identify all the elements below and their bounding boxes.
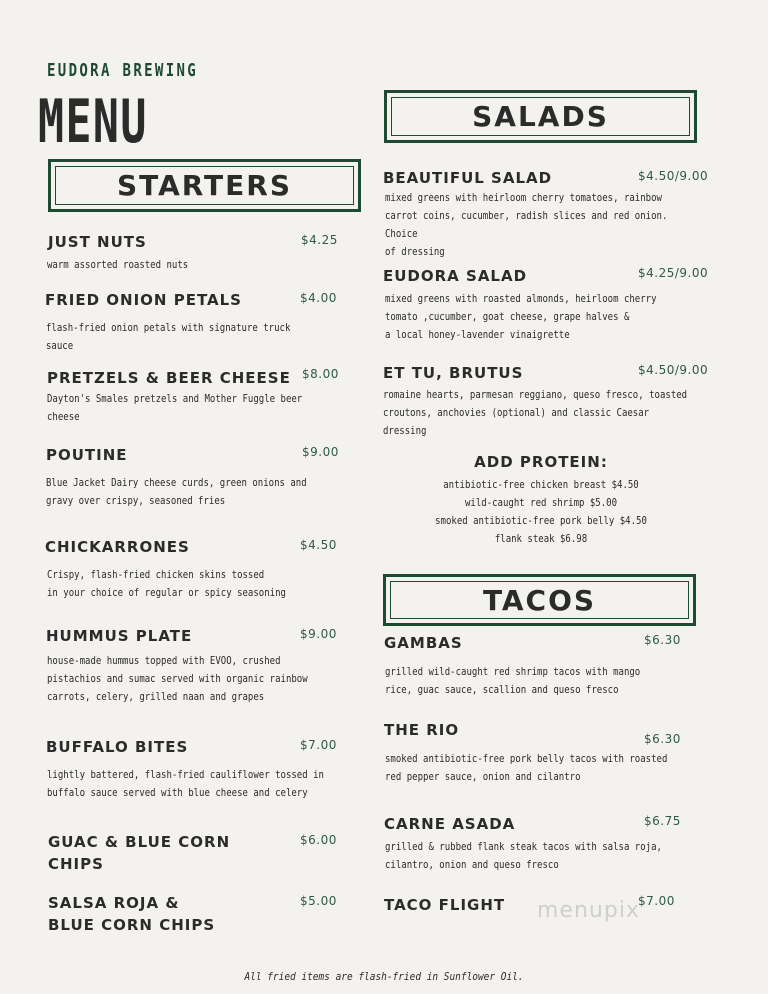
- item-name: THE RIO: [384, 721, 460, 739]
- item-name: EUDORA SALAD: [383, 267, 528, 285]
- starters-header: [48, 159, 361, 212]
- item-name: POUTINE: [46, 446, 128, 464]
- salads-title: SALADS: [391, 97, 690, 136]
- item-description: mixed greens with heirloom cherry tomatoes, rainbow carrot coins, cucumber, radish slices and red onion. Choice of dressing: [385, 191, 668, 258]
- protein-option: smoked antibiotic-free pork belly $4.50: [435, 514, 647, 527]
- item-price: $4.50: [300, 538, 337, 552]
- item-price: $8.00: [302, 367, 339, 381]
- item-name: PRETZELS & BEER CHEESE: [47, 369, 291, 387]
- item-name: JUST NUTS: [48, 233, 147, 251]
- item-name: ET TU, BRUTUS: [383, 364, 524, 382]
- item-description: warm assorted roasted nuts: [47, 258, 189, 271]
- item-description: romaine hearts, parmesan reggiano, queso fresco, toasted croutons, anchovies (optional) and classic Caesar dressing: [383, 388, 688, 437]
- footnote: All fried items are flash-fried in Sunflower Oil.: [244, 970, 524, 983]
- menu-title: MENU: [38, 87, 148, 157]
- item-price: $6.00: [300, 833, 337, 847]
- protein-option: wild-caught red shrimp $5.00: [464, 496, 618, 509]
- item-price: $4.25/9.00: [638, 266, 709, 280]
- item-name: BEAUTIFUL SALAD: [383, 169, 553, 187]
- item-name: FRIED ONION PETALS: [45, 291, 242, 309]
- item-description: Crispy, flash-fried chicken skins tossed in your choice of regular or spicy seasoning: [47, 568, 286, 599]
- item-price: $9.00: [300, 627, 337, 641]
- item-name: CARNE ASADA: [384, 815, 516, 833]
- brand-name: EUDORA BREWING: [47, 60, 199, 81]
- item-name: GUAC & BLUE CORN: [48, 833, 231, 851]
- item-name: TACO FLIGHT: [384, 896, 506, 914]
- item-name: BUFFALO BITES: [46, 738, 189, 756]
- starters-title: STARTERS: [55, 166, 354, 205]
- item-name: HUMMUS PLATE: [46, 627, 193, 645]
- item-description: flash-fried onion petals with signature truck sauce: [46, 321, 291, 352]
- item-price: $4.50/9.00: [638, 169, 709, 183]
- item-description: Dayton's Smales pretzels and Mother Fuggle beer cheese: [47, 392, 303, 423]
- item-price: $9.00: [302, 445, 339, 459]
- tacos-header: [383, 574, 696, 626]
- item-price: $6.30: [644, 732, 681, 746]
- item-price: $7.00: [300, 738, 337, 752]
- item-price: $6.75: [644, 814, 681, 828]
- item-name: GAMBAS: [384, 634, 463, 652]
- protein-option: antibiotic-free chicken breast $4.50: [443, 478, 639, 491]
- item-price: $4.25: [301, 233, 338, 247]
- item-name: SALSA ROJA &: [48, 894, 180, 912]
- watermark-logo: menupix: [537, 898, 640, 923]
- item-price: $6.30: [644, 633, 681, 647]
- add-protein-title: ADD PROTEIN:: [474, 453, 608, 471]
- item-price: $7.00: [638, 894, 675, 908]
- protein-option: flank steak $6.98: [494, 532, 588, 545]
- item-name: CHIPS: [48, 855, 104, 873]
- item-description: smoked antibiotic-free pork belly tacos with roasted red pepper sauce, onion and cilantro: [385, 752, 668, 783]
- item-description: mixed greens with roasted almonds, heirloom cherry tomato ,cucumber, goat cheese, grape halves & a local honey-lavender vinaigrette: [385, 292, 657, 341]
- tacos-title: TACOS: [390, 581, 689, 619]
- item-description: grilled wild-caught red shrimp tacos with mango rice, guac sauce, scallion and queso fresco: [385, 665, 641, 696]
- item-description: house-made hummus topped with EVOO, crushed pistachios and sumac served with organic rainbow carrots, celery, grilled naan and grapes: [47, 654, 308, 703]
- item-description: grilled & rubbed flank steak tacos with salsa roja, cilantro, onion and queso fresco: [385, 840, 662, 871]
- item-description: lightly battered, flash-fried cauliflower tossed in buffalo sauce served with blue cheese and celery: [47, 768, 324, 799]
- item-name: BLUE CORN CHIPS: [48, 916, 216, 934]
- item-price: $4.50/9.00: [638, 363, 709, 377]
- salads-header: [384, 90, 697, 143]
- item-price: $5.00: [300, 894, 337, 908]
- item-description: Blue Jacket Dairy cheese curds, green onions and gravy over crispy, seasoned fries: [46, 476, 307, 507]
- item-price: $4.00: [300, 291, 337, 305]
- item-name: CHICKARRONES: [45, 538, 190, 556]
